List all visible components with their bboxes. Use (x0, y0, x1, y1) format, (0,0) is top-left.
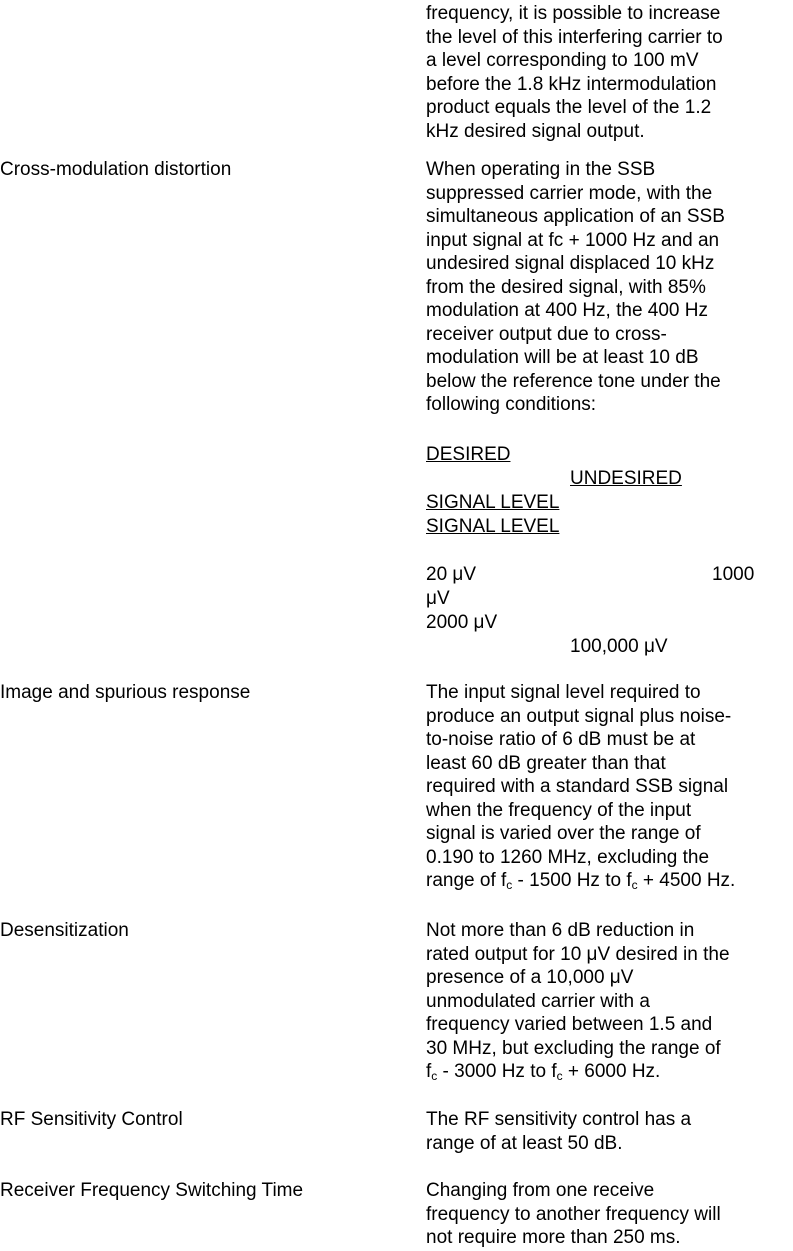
desensitization-label: Desensitization (0, 920, 129, 941)
table-value-undesired-1: 1000 (712, 564, 755, 585)
intro-paragraph: frequency, it is possible to increase the level of this interfering carrier to a level corresponding to 100 mV before the 1.8 kHz intermodulation product equals the level of the 1.2 kHz desired signal output. (426, 3, 723, 142)
table-value-desired-1: 20 μV (426, 564, 477, 585)
image-spurious-range-line: range of $f_c - 1500$ Hz to $f_c + 4500$ Hz. (426, 870, 736, 892)
table-header-undesired: UNDESIRED (570, 468, 682, 489)
table-header-desired: DESIRED (426, 444, 511, 465)
rf-sensitivity-text: The RF sensitivity control has a range of at least 50 dB. (426, 1109, 692, 1154)
image-spurious-label: Image and spurious response (0, 682, 251, 703)
image-spurious-text: The input signal level required to produce an output signal plus noise- to-noise ratio of 6 dB must be at least 60 dB greater than that required with a standard SSB signal when the frequency of the input signal is varied over the range of 0.190 to 1260 MHz, excluding the (426, 682, 732, 868)
table-header-signal-level-1: SIGNAL LEVEL (426, 492, 560, 513)
switching-time-label: Receiver Frequency Switching Time (0, 1180, 304, 1201)
table-value-undesired-2: 100,000 μV (570, 636, 668, 657)
cross-modulation-label: Cross-modulation distortion (0, 159, 232, 180)
table-value-desired-2: 2000 μV (426, 612, 498, 633)
rf-sensitivity-label: RF Sensitivity Control (0, 1109, 183, 1130)
table-value-unit: μV (426, 588, 450, 609)
desensitization-range-line: $f_c - 3000$ Hz to $f_c + 6000$ Hz. (426, 1061, 661, 1083)
table-header-signal-level-2: SIGNAL LEVEL (426, 516, 560, 537)
cross-modulation-text: When operating in the SSB suppressed carrier mode, with the simultaneous application of an SSB input signal at fc + 1000 Hz and an undesired signal displaced 10 kHz from the desired signal, with 85% modulation at 400 Hz, the 400 Hz receiver output due to cross- modulation will be at least 10 dB below the reference tone under the following conditions: (426, 159, 725, 415)
switching-time-text: Changing from one receive frequency to another frequency will not require more than 250 ms. (426, 1180, 721, 1248)
desensitization-text: Not more than 6 dB reduction in rated output for 10 μV desired in the presence of a 10,000 μV unmodulated carrier with a frequency varied between 1.5 and 30 MHz, but excluding the range of (426, 920, 730, 1059)
